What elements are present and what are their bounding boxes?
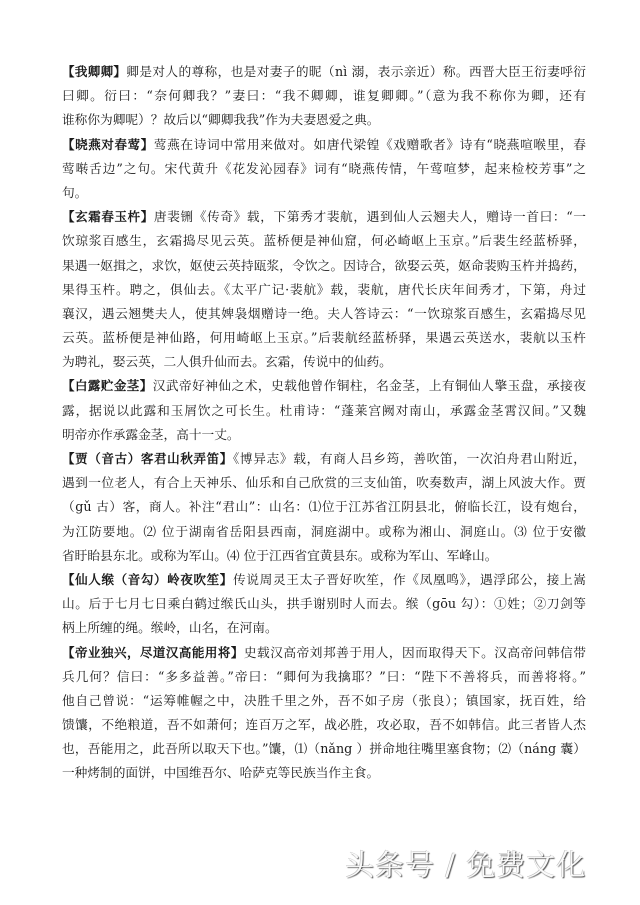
entry-text: 明帝亦作承露金茎，高十一丈。 [62,426,240,442]
entry-text: 襄汉，遇云翘樊夫人，使其婢袅烟赠诗一绝。夫人答诗云：“一饮琼浆百感生，玄霜捣尽见 [62,305,586,321]
text-line [62,133,586,157]
entry-text: 谁称你为卿呢）？故后以“卿卿我我”作为夫妻恩爱之典。 [62,112,380,128]
text-line [62,254,586,278]
text-line [62,350,586,374]
text-line [62,471,586,495]
paragraph [62,205,586,374]
entry-text: 山。后于七月七日乘白鹤过缑氏山头，拱手谢别时人而去。缑（gōu 勾）：①姓；②刀剑等 [62,596,586,612]
text-line [62,689,586,713]
entry-title: 【仙人缑（音勾）岭夜吹笙】 [62,571,233,587]
text-line [62,495,586,519]
document-body [62,60,586,786]
text-line [62,544,586,568]
entry-title: 【我卿卿】 [62,64,127,79]
entry-text: 云英。蓝桥便是神仙路，何用崎岖上玉京。”后裴航经蓝桥驿，果遇云英送水，裴航以玉杵 [62,330,586,346]
text-line [62,592,586,616]
text-line [62,665,586,689]
paragraph [62,447,586,568]
entry-title: 【玄霜春玉杵】 [62,209,154,225]
entry-text: 果得玉杵。聘之，俱仙去。《太平广记·裴航》载，裴航，唐代长庆年间秀才，下第，舟过 [62,281,586,297]
text-line [62,157,586,181]
text-line [62,568,586,592]
entry-text: 为聘礼，娶云英，二人俱升仙而去。玄霜，传说中的仙药。 [62,354,392,370]
text-line [62,761,586,785]
text-line [62,108,586,132]
text-line [62,737,586,761]
text-line [62,84,586,108]
entry-title: 【帝业独兴，尽道汉高能用将】 [62,644,244,660]
text-line [62,302,586,326]
entry-title: 【白露贮金茎】 [62,378,153,394]
text-line [62,374,586,398]
text-line [62,181,586,205]
entry-title: 【晓燕对春莺】 [62,136,154,152]
entry-text: 莺燕在诗词中常用来做对。如唐代梁锽《戏赠歌者》诗有“晓燕喧喉里，春 [153,136,586,152]
entry-text: （gǔ 古）客，商人。补注“君山”：山名：⑴位于江苏省江阴县北，俯临长江，设有炮台， [62,499,586,515]
entry-text: 也，吾能用之，此吾所以取天下也。”馕，⑴（nǎng ）拼命地往嘴里塞食物；⑵（náng 囊） [62,741,586,757]
entry-text: 他自己曾说：“运筹帷幄之中，决胜千里之外，吾不如子房（张良）；镇国家，抚百姓，给 [62,692,586,708]
text-line [62,641,586,665]
paragraph [62,641,586,786]
entry-text: 一种烤制的面饼，中国维吾尔、哈萨克等民族当作主食。 [62,765,380,781]
entry-text: 莺啭舌边”之句。宋代黄升《花发沁园春》词有“晓燕传情，午莺喧梦，起来检校芳事”之 [62,160,586,176]
entry-text: 饮琼浆百感生，玄霜捣尽见云英。蓝桥便是神仙窟，何必崎岖上玉京。”后裴生经蓝桥驿， [62,233,586,249]
watermark: 头条号 / 免费文化 [345,848,587,882]
entry-text: 句。 [62,184,88,200]
entry-text: 史载汉高帝刘邦善于用人，因而取得天下。汉高帝问韩信带 [243,644,586,660]
paragraph [62,133,586,206]
text-line [62,205,586,229]
entry-text: 为江防要地。⑵ 位于湖南省岳阳县西南，洞庭湖中。或称为湘山、洞庭山。⑶ 位于安徽 [62,523,586,539]
text-line [62,399,586,423]
entry-text: 柄上所缠的绳。缑岭，山名，在河南。 [62,620,278,636]
entry-text: 卿是对人的尊称，也是对妻子的昵（nì 溺，表示亲近）称。西晋大臣王衍妻呼衍 [126,64,586,79]
text-line [62,229,586,253]
entry-text: 遇到一位老人，有合上天神乐、仙乐和自己欣赏的三支仙笛，吹奏数声，湖上风波大作。贾 [62,475,586,491]
entry-text: 传说周灵王太子晋好吹笙，作《凤凰鸣》，遇浮邱公，接上嵩 [232,571,586,587]
entry-text: 曰卿。衍曰：“奈何卿我？”妻曰：“我不卿卿，谁复卿卿。”（意为我不称你为卿，还有 [62,88,586,104]
entry-text: 馈馕，不绝粮道，吾不如萧何；连百万之军，战必胜，攻必取，吾不如韩信。此三者皆人杰 [62,717,586,733]
entry-text: 《博异志》载，有商人吕乡筠，善吹笛，一次泊舟君山附近， [232,451,586,466]
entry-text: 汉武帝好神仙之术，史载他曾作铜柱，名金茎，上有铜仙人擎玉盘，承接夜 [152,378,586,394]
text-line [62,60,586,84]
text-line [62,423,586,447]
entry-text: 省盱眙县东北。或称为军山。⑷ 位于江西省宜黄县东。或称为军山、军峰山。 [62,547,498,563]
text-line [62,616,586,640]
entry-title: 【贾（音古）客君山秋弄笛】 [62,451,233,466]
text-line [62,713,586,737]
entry-text: 果遇一妪揖之，求饮，妪使云英持瓯浆，令饮之。因诗合，欲娶云英，妪命裴购玉杵并捣药， [62,257,586,273]
paragraph [62,374,586,447]
text-line [62,520,586,544]
paragraph [62,568,586,641]
paragraph [62,60,586,133]
entry-text: 唐裴铏《传奇》载，下第秀才裴航，遇到仙人云翘夫人，赠诗一首曰：“一 [153,209,586,225]
text-line [62,326,586,350]
entry-text: 露，据说以此露和玉屑饮之可长生。杜甫诗：“蓬莱宫阙对南山，承露金茎霄汉间。”又魏 [62,402,586,418]
entry-text: 兵几何？信曰：“多多益善。”帝曰：“卿何为我擒耶？”曰：“陛下不善将兵，而善将将。” [62,668,586,684]
text-line [62,447,586,471]
text-line [62,278,586,302]
